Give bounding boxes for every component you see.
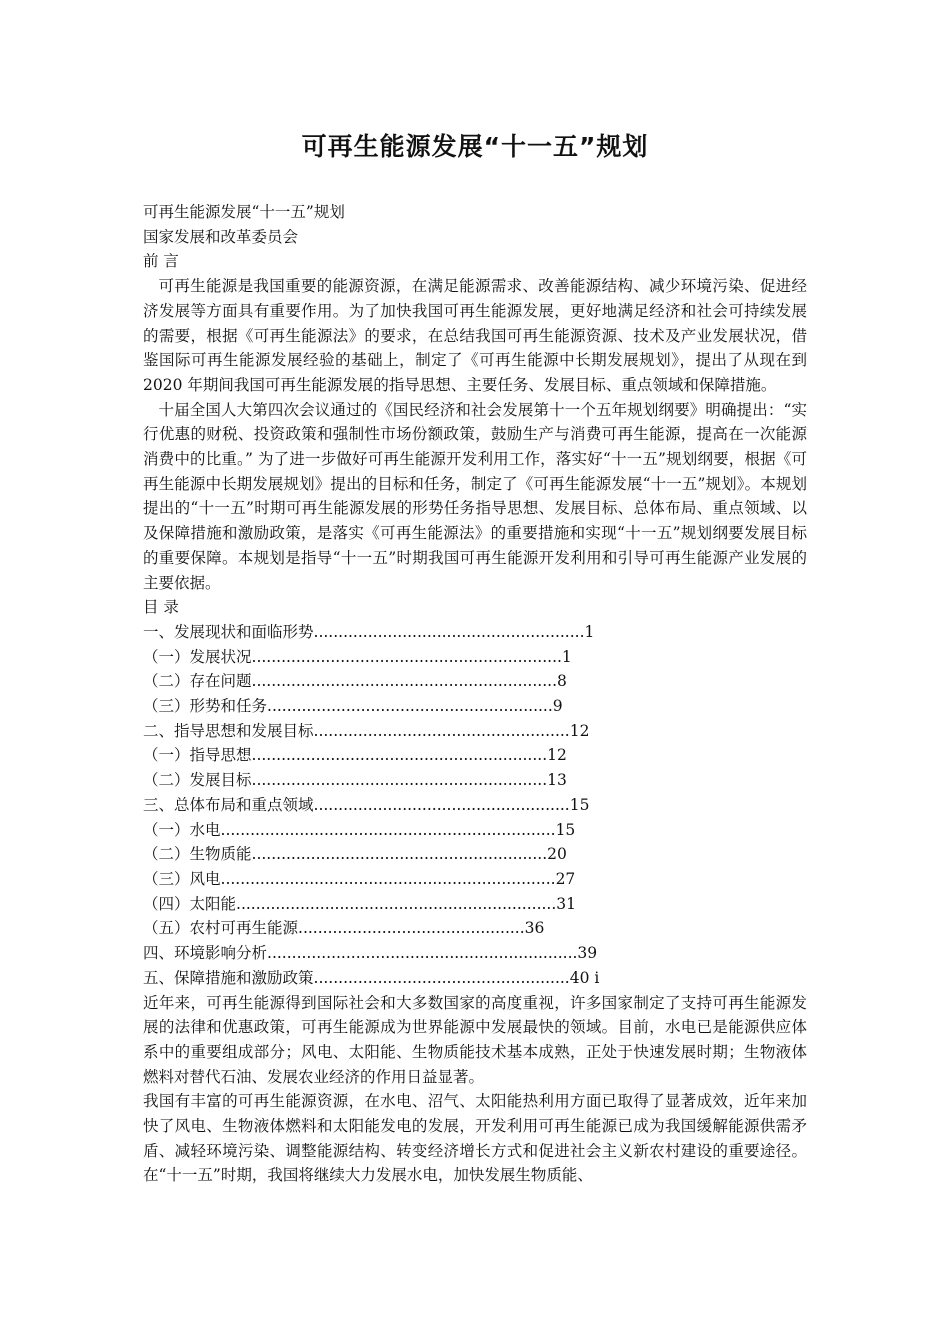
toc-entry[interactable] (143, 719, 807, 744)
toc-entry-text: 一、发展现状和面临形势 (143, 622, 314, 641)
toc-entry[interactable] (143, 694, 807, 719)
toc-entry[interactable] (143, 768, 807, 793)
toc-leader-dots: ............................................................ (251, 845, 548, 864)
toc-leader-dots: ....................................................... (313, 622, 585, 641)
toc-page-number: 9 (552, 697, 563, 716)
toc-leader-dots: ............................................................ (251, 746, 548, 765)
toc-page-number: 13 (547, 771, 567, 790)
toc-entry[interactable] (143, 867, 807, 892)
document-title: 可再生能源发展“十一五”规划 (301, 132, 649, 161)
toc-entry-text: （二）存在问题 (143, 672, 252, 691)
toc-leader-dots: ............................................................ (251, 771, 548, 790)
toc-page-number: 27 (555, 869, 576, 888)
toc-page-number: 20 (547, 845, 567, 864)
toc-page-number: 15 (555, 820, 576, 839)
toc-entry-text: （四）太阳能 (143, 894, 237, 913)
toc-entry[interactable] (143, 966, 807, 991)
toc-entry-text: （三）形势和任务 (143, 697, 268, 716)
preface-paragraph: 可再生能源是我国重要的能源资源，在满足能源需求、改善能源结构、减少环境污染、促进经济发展等方面具有重要作用。为了加快我国可再生能源发展，更好地满足经济和社会可持续发展的需要，根据《可再生能源法》的要求，在总结我国可再生能源资源、技术及产业发展状况，借鉴国际可再生能源发展经验的基础上，制定了《可再生能源中长期发展规划》，提出了从现在到 2020 年期间我国可再生能源发展的指导思想、主要任务、发展目标、重点领域和保障措施。 (143, 277, 807, 394)
toc-page-number: 1 (584, 622, 595, 641)
toc-entry[interactable] (143, 941, 807, 966)
issuer-name: 国家发展和改革委员会 (143, 227, 299, 246)
toc-leader-dots: .................................................... (313, 795, 570, 814)
body-paragraph: 近年来，可再生能源得到国际社会和大多数国家的高度重视，许多国家制定了支持可再生能源发展的法律和优惠政策，可再生能源成为世界能源中发展最快的领域。目前，水电已是能源供应体系中的重要组成部分；风电、太阳能、生物质能技术基本成熟，正处于快速发展时期；生物液体燃料对替代石油、发展农业经济的作用日益显著。 (143, 993, 807, 1086)
toc-leader-dots: ................................................................. (236, 894, 557, 913)
body-paragraph: 我国有丰富的可再生能源资源，在水电、沼气、太阳能热利用方面已取得了显著成效，近年来加快了风电、生物液体燃料和太阳能发电的发展，开发利用可再生能源已成为我国缓解能源供需矛盾、减轻环境污染、调整能源结构、转变经济增长方式和促进社会主义新农村建设的重要途径。在“十一五”时期，我国将继续大力发展水电，加快发展生物质能、 (143, 1092, 807, 1185)
toc-leader-dots: ............................................................... (251, 647, 562, 666)
table-of-contents (143, 620, 807, 991)
toc-entry[interactable] (143, 818, 807, 843)
toc-page-number: 31 (556, 894, 577, 913)
toc-leader-dots: .................................................................... (220, 869, 556, 888)
toc-leader-dots: .................................................................... (220, 820, 556, 839)
toc-leader-dots: .................................................... (313, 721, 570, 740)
toc-entry-text: （二）发展目标 (143, 771, 252, 790)
toc-page-number: 1 (561, 647, 572, 666)
toc-page-number: 36 (524, 919, 545, 938)
toc-leader-dots: .............................................................. (251, 672, 557, 691)
toc-entry-text: （三）风电 (143, 869, 221, 888)
toc-entry[interactable] (143, 743, 807, 768)
toc-entry[interactable] (143, 892, 807, 917)
toc-entry[interactable] (143, 620, 807, 645)
toc-entry-text: 三、总体布局和重点领域 (143, 795, 314, 814)
toc-entry[interactable] (143, 669, 807, 694)
toc-entry-text: （一）水电 (143, 820, 221, 839)
toc-leader-dots: .................................................... (313, 968, 570, 987)
toc-page-number: 39 (577, 944, 598, 963)
document-subtitle: 可再生能源发展“十一五”规划 (143, 203, 345, 221)
document-body (143, 200, 807, 1188)
toc-entry-text: 二、指导思想和发展目标 (143, 721, 314, 740)
toc-leader-dots: .......................................................... (267, 697, 553, 716)
toc-leader-dots: .............................................. (298, 919, 525, 938)
toc-entry[interactable] (143, 842, 807, 867)
toc-entry[interactable] (143, 916, 807, 941)
toc-entry-text: （二）生物质能 (143, 845, 252, 864)
toc-entry-text: （五）农村可再生能源 (143, 919, 299, 938)
toc-heading: 目 录 (143, 598, 179, 617)
toc-entry-text: 四、环境影响分析 (143, 944, 268, 963)
toc-entry-text: （一）发展状况 (143, 647, 252, 666)
toc-entry-text: （一）指导思想 (143, 746, 252, 765)
toc-page-number: 40 i (569, 968, 600, 987)
toc-entry[interactable] (143, 793, 807, 818)
toc-page-number: 15 (569, 795, 590, 814)
toc-entry-text: 五、保障措施和激励政策 (143, 968, 314, 987)
toc-page-number: 8 (557, 672, 567, 691)
toc-page-number: 12 (547, 746, 567, 765)
toc-page-number: 12 (569, 721, 590, 740)
preface-paragraph: 十届全国人大第四次会议通过的《国民经济和社会发展第十一个五年规划纲要》明确提出：“实行优惠的财税、投资政策和强制性市场份额政策，鼓励生产与消费可再生能源，提高在一次能源消费中的比重。” 为了进一步做好可再生能源开发利用工作，落实好“十一五”规划纲要，根据《可再生能源中长期发展规划》提出的目标和任务，制定了《可再生能源发展“十一五”规划》。本规划提出的“十一五”时期可再生能源发展的形势任务指导思想、发展目标、总体布局、重点领域、以及保障措施和激励政策，是落实《可再生能源法》的重要措施和实现“十一五”规划纲要发展目标的重要保障。本规划是指导“十一五”时期我国可再生能源开发利用和引导可再生能源产业发展的主要依据。 (143, 400, 807, 592)
toc-entry[interactable] (143, 645, 807, 670)
toc-leader-dots: ............................................................... (267, 944, 578, 963)
preface-heading: 前 言 (143, 252, 179, 271)
